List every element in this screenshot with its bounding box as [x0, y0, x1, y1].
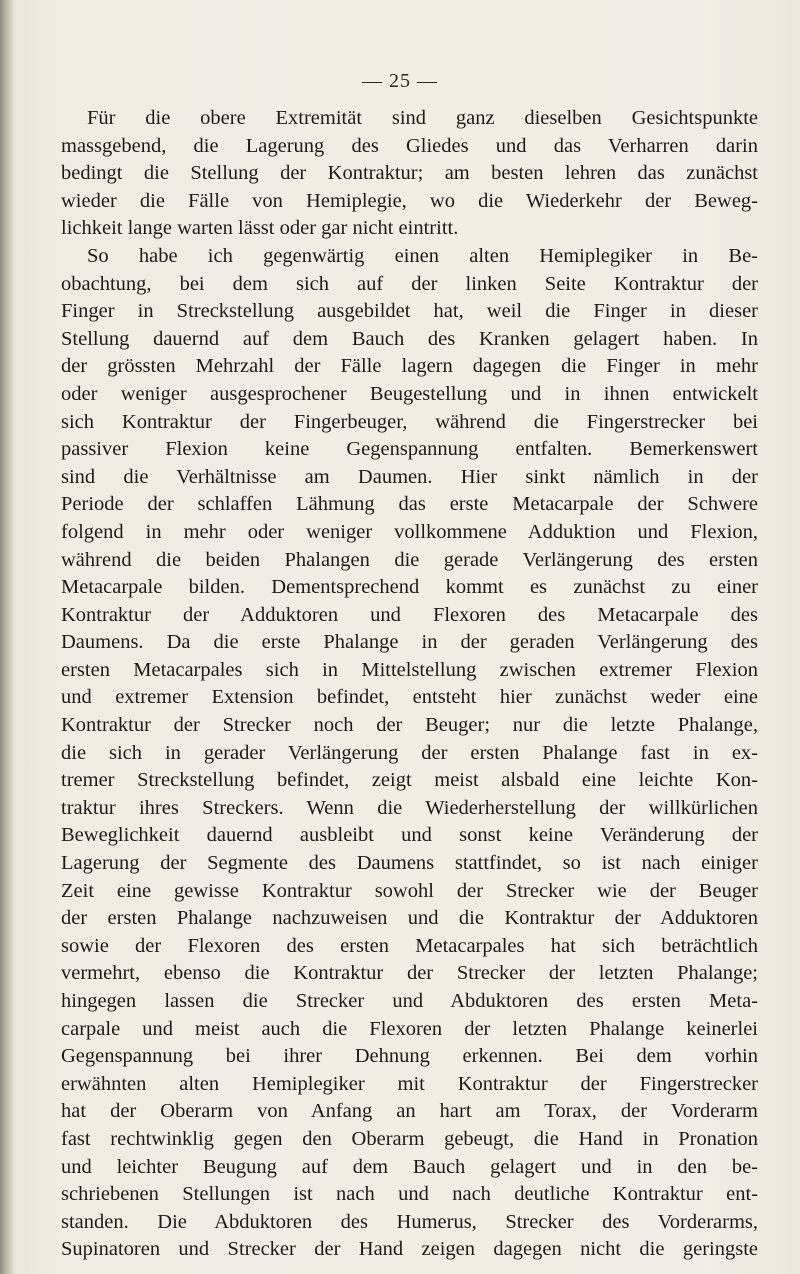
text-line: Kontraktur der Adduktoren und Flexoren des Metacarpale des [61, 603, 758, 626]
text-line: bedingt die Stellung der Kontraktur; am besten lehren das zunächst [61, 162, 758, 185]
body-text [61, 105, 758, 1264]
text-line: obachtung, bei dem sich auf der linken Seite Kontraktur der [61, 272, 758, 295]
text-line: Beweglichkeit dauernd ausbleibt und sonst keine Veränderung der [61, 824, 758, 847]
text-line: hat der Oberarm von Anfang an hart am Torax, der Vorderarm [61, 1100, 758, 1123]
text-line: wieder die Fälle von Hemiplegie, wo die Wiederkehr der Beweg- [61, 189, 758, 212]
text-line: lichkeit lange warten lässt oder gar nicht eintritt. [61, 217, 459, 240]
text-line: Daumens. Da die erste Phalange in der geraden Verlängerung des [61, 631, 758, 654]
text-line: die sich in gerader Verlängerung der ersten Phalange fast in ex- [61, 741, 758, 764]
text-line: Stellung dauernd auf dem Bauch des Kranken gelagert haben. In [61, 327, 758, 350]
text-line: tremer Streckstellung befindet, zeigt meist alsbald eine leichte Kon- [61, 769, 758, 792]
page-binding-edge [0, 0, 14, 1274]
text-line: oder weniger ausgesprochener Beugestellung und in ihnen entwickelt [61, 382, 758, 405]
text-line: Finger in Streckstellung ausgebildet hat, weil die Finger in dieser [61, 300, 758, 323]
text-line: während die beiden Phalangen die gerade Verlängerung des ersten [61, 548, 758, 571]
text-line: Metacarpale bilden. Dementsprechend kommt es zunächst zu einer [61, 576, 758, 599]
text-line: fast rechtwinklig gegen den Oberarm gebeugt, die Hand in Pronation [61, 1127, 758, 1150]
text-line: Supinatoren und Strecker der Hand zeigen dagegen nicht die geringste [61, 1238, 758, 1261]
text-line: hingegen lassen die Strecker und Abduktoren des ersten Meta- [61, 990, 758, 1012]
text-line: schriebenen Stellungen ist nach und nach deutliche Kontraktur ent- [61, 1183, 758, 1206]
text-line: erwähnten alten Hemiplegiker mit Kontraktur der Fingerstrecker [61, 1072, 758, 1095]
text-line: Lagerung der Segmente des Daumens stattfindet, so ist nach einiger [61, 852, 758, 875]
text-line: folgend in mehr oder weniger vollkommene Adduktion und Flexion, [61, 520, 758, 543]
text-line: sind die Verhältnisse am Daumen. Hier sinkt nämlich in der [61, 465, 758, 488]
text-line: vermehrt, ebenso die Kontraktur der Strecker der letzten Phalange; [61, 962, 758, 985]
text-line: carpale und meist auch die Flexoren der letzten Phalange keinerlei [61, 1017, 758, 1040]
text-line: So habe ich gegenwärtig einen alten Hemiplegiker in Be- [87, 244, 758, 267]
text-line: sowie der Flexoren des ersten Metacarpales hat sich beträchtlich [61, 934, 758, 957]
text-line: sich Kontraktur der Fingerbeuger, während die Fingerstrecker bei [61, 410, 758, 433]
text-line: massgebend, die Lagerung des Gliedes und das Verharren darin [61, 134, 758, 157]
page-number: — 25 — [362, 70, 438, 92]
text-line: und extremer Extension befindet, entsteht hier zunächst weder eine [61, 686, 758, 709]
text-line: ersten Metacarpales sich in Mittelstellung zwischen extremer Flexion [61, 658, 758, 681]
text-line: Gegenspannung bei ihrer Dehnung erkennen. Bei dem vorhin [61, 1045, 758, 1068]
text-line: Kontraktur der Strecker noch der Beuger; nur die letzte Phalange, [61, 714, 758, 737]
text-line: der ersten Phalange nachzuweisen und die Kontraktur der Adduktoren [61, 907, 758, 930]
text-line: Zeit eine gewisse Kontraktur sowohl der Strecker wie der Beuger [61, 879, 758, 902]
text-line: standen. Die Abduktoren des Humerus, Strecker des Vorderarms, [61, 1210, 758, 1233]
text-line: traktur ihres Streckers. Wenn die Wiederherstellung der willkürlichen [61, 796, 758, 819]
text-line: der grössten Mehrzahl der Fälle lagern dagegen die Finger in mehr [61, 355, 758, 378]
text-line: passiver Flexion keine Gegenspannung entfalten. Bemerkenswert [61, 438, 758, 461]
text-line: Periode der schlaffen Lähmung das erste Metacarpale der Schwere [61, 493, 758, 516]
text-line: und leichter Beugung auf dem Bauch gelagert und in den be- [61, 1155, 758, 1178]
text-line: Für die obere Extremität sind ganz dieselben Gesichtspunkte [87, 107, 758, 129]
